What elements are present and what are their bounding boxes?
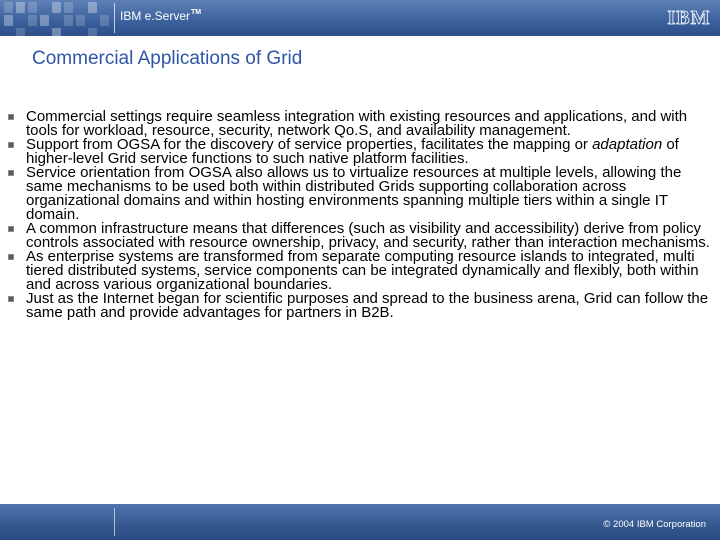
bullet-item: As enterprise systems are transformed from separate computing resource islands to integrated, multi tiered distributed systems, service components can be integrated dynamically and flexibly, both within and across various organizational boundaries. [8, 250, 713, 292]
bullet-square-icon [8, 114, 14, 120]
header-divider [114, 3, 115, 33]
copyright-text: © 2004 IBM Corporation [603, 519, 706, 530]
bullet-square-icon [8, 226, 14, 232]
header-tile-pattern [0, 0, 110, 36]
bullet-square-icon [8, 296, 14, 302]
header-bar [0, 0, 720, 36]
brand-text: IBM e.Server [120, 9, 191, 23]
trademark-mark: TM [191, 9, 202, 16]
footer-divider [114, 508, 115, 536]
svg-text:IBM: IBM [667, 7, 711, 27]
bullet-item: A common infrastructure means that differences (such as visibility and accessibility) derive from policy controls associated with resource ownership, privacy, and security, rather than interaction mechanisms. [8, 222, 713, 250]
bullet-item: Support from OGSA for the discovery of service properties, facilitates the mapping or adaptation of higher-level Grid service functions to such native platform facilities. [8, 138, 713, 166]
bullet-item: Service orientation from OGSA also allows us to virtualize resources at multiple levels, allowing the same mechanisms to be used both within distributed Grids supporting collaboration across organizational domains and within hosting environments spanning multiple tiers within a single IT domain. [8, 166, 713, 222]
footer-bar [0, 504, 720, 540]
bullet-item: Commercial settings require seamless integration with existing resources and applications, and with tools for workload, resource, security, network Qo.S, and availability management. [8, 110, 713, 138]
bullet-square-icon [8, 254, 14, 260]
slide-title: Commercial Applications of Grid [32, 48, 303, 69]
bullet-item: Just as the Internet began for scientific purposes and spread to the business arena, Grid can follow the same path and provide advantages for partners in B2B. [8, 292, 713, 320]
ibm-logo-icon [665, 7, 713, 27]
brand-label [120, 9, 201, 23]
bullet-square-icon [8, 170, 14, 176]
bullet-list [8, 110, 713, 320]
bullet-square-icon [8, 142, 14, 148]
